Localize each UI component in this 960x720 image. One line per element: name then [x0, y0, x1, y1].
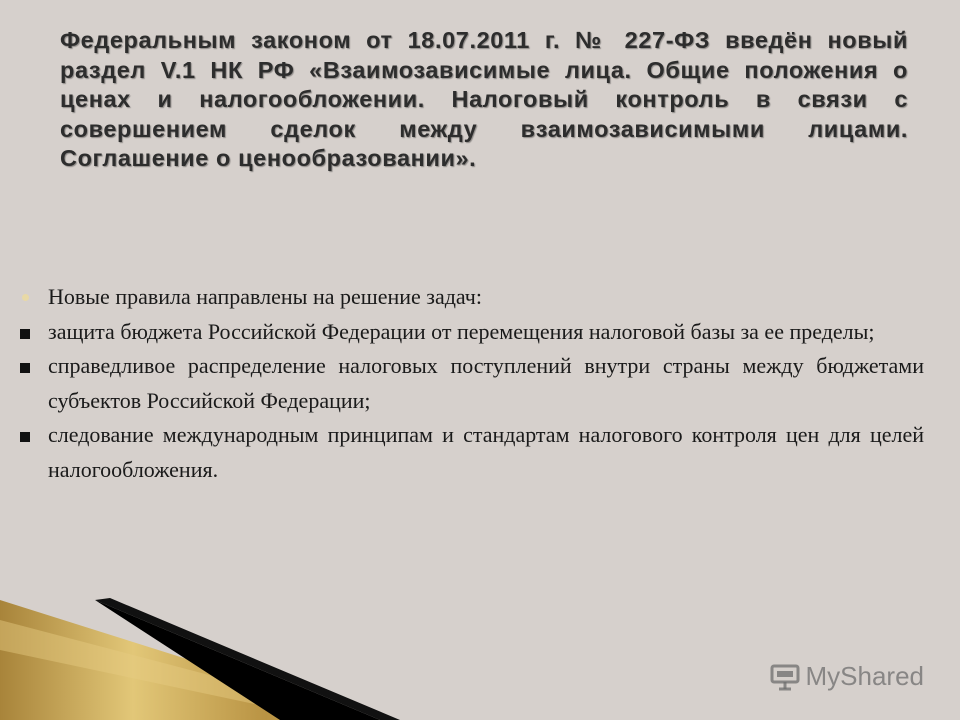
square-bullet-icon: [20, 363, 30, 373]
presentation-board-icon: [770, 663, 800, 691]
slide-body: [20, 280, 924, 487]
list-item-text: защита бюджета Российской Федерации от перемещения налоговой базы за ее пределы;: [48, 318, 875, 344]
list-item-text: справедливое распределение налоговых поступлений внутри страны между бюджетами субъектов Российской Федерации;: [48, 353, 924, 413]
list-item: [20, 418, 924, 487]
black-band: [95, 600, 380, 720]
gold-band: [0, 600, 380, 720]
slide-title: Федеральным законом от 18.07.2011 г. № 227-ФЗ введён новый раздел V.1 НК РФ «Взаимозависимые лица. Общие положения о ценах и налогообложении. Налоговый контроль в связи с совершением сделок между взаимозависимыми лицами. Соглашение о ценообразовании».: [60, 27, 908, 172]
black-band-edge: [95, 598, 400, 720]
bullet-dot-icon: [22, 294, 29, 301]
intro-item: [20, 280, 924, 315]
gold-band-light: [0, 620, 380, 720]
intro-text: Новые правила направлены на решение задач:: [48, 284, 482, 309]
watermark: [770, 661, 925, 692]
list-item-text: следование международным принципам и стандартам налогового контроля цен для целей налогообложения.: [48, 422, 924, 482]
list-item: [20, 315, 924, 350]
square-bullet-icon: [20, 432, 30, 442]
watermark-text: MyShared: [805, 661, 924, 691]
list-item: [20, 349, 924, 418]
square-bullet-icon: [20, 329, 30, 339]
